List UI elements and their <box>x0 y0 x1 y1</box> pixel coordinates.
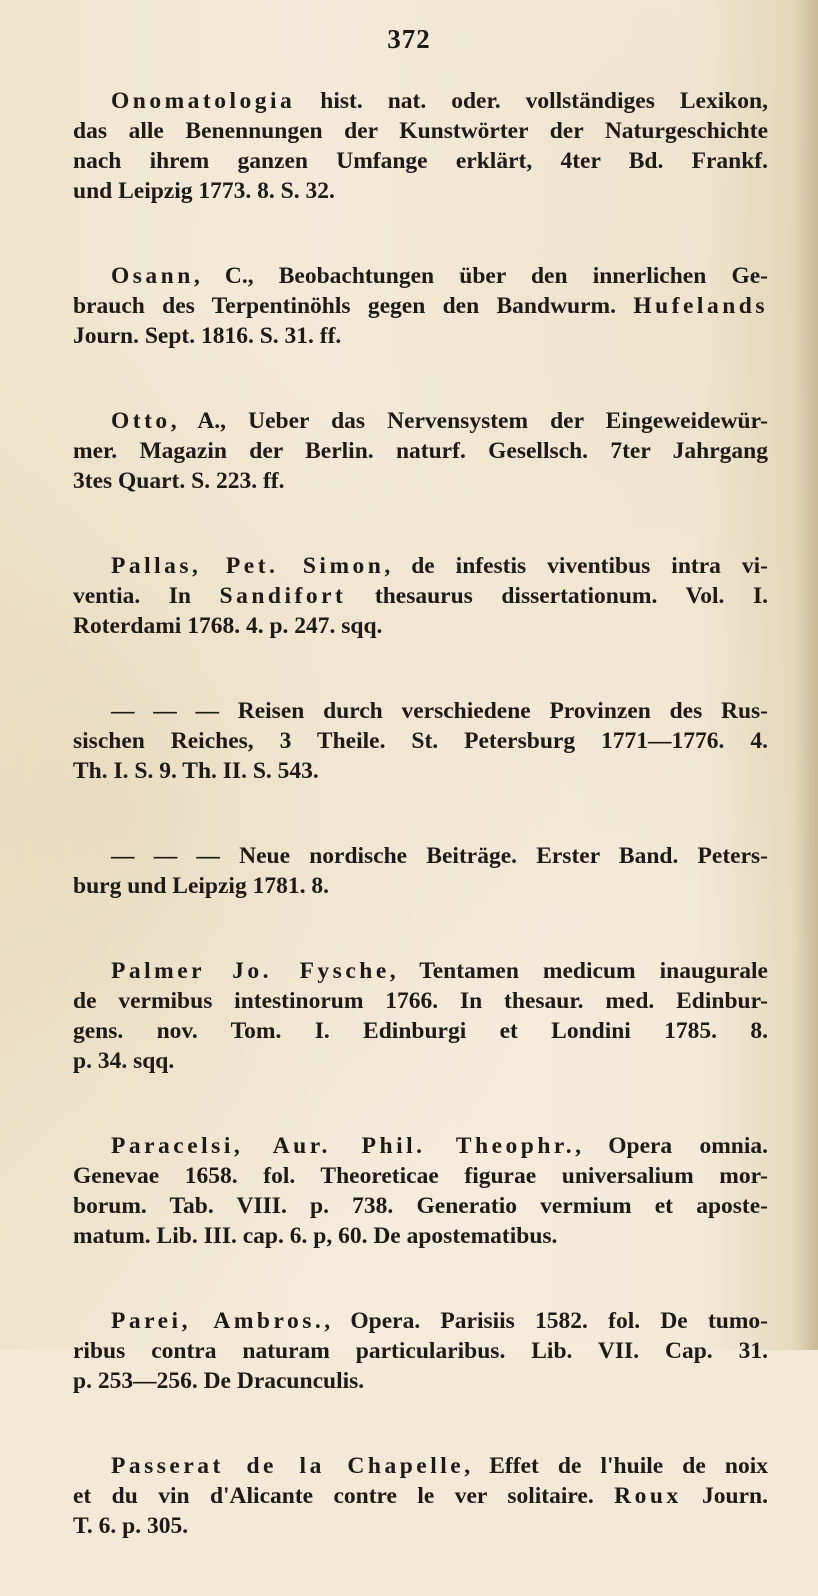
bibliography-list <box>73 86 768 1596</box>
bibliography-entry <box>73 696 768 786</box>
author-name: Parei, Ambros. <box>111 1308 325 1334</box>
entry-line: Th. I. S. 9. Th. II. S. 543. <box>73 758 319 784</box>
entry-line: und Leipzig 1773. 8. S. 32. <box>73 178 335 204</box>
author-name: Pallas, Pet. Simon <box>111 553 385 579</box>
entry-line: Otto, A., Ueber das Nervensystem der Eingeweidewür- <box>111 408 768 434</box>
entry-line: p. 253—256. De Dracunculis. <box>73 1368 365 1394</box>
bibliography-entry <box>73 261 768 351</box>
bibliography-entry <box>73 841 768 901</box>
page-number: 372 <box>387 24 431 54</box>
entry-line: das alle Benennungen der Kunstwörter der Naturgeschichte <box>73 118 768 144</box>
author-name: Passerat de la Chapelle <box>111 1453 465 1479</box>
entry-line: brauch des Terpentinöhls gegen den Bandwurm. Hufelands <box>73 293 768 319</box>
entry-line: Genevae 1658. fol. Theoreticae figurae universalium mor- <box>73 1163 768 1189</box>
cited-author: Hufelands <box>633 293 768 319</box>
entry-line: de vermibus intestinorum 1766. In thesaur. med. Edinbur- <box>73 988 768 1014</box>
entry-line: Roterdami 1768. 4. p. 247. sqq. <box>73 613 383 639</box>
bibliography-entry <box>73 406 768 496</box>
author-name: Paracelsi, Aur. Phil. Theophr. <box>111 1133 576 1159</box>
entry-line: Journ. Sept. 1816. S. 31. ff. <box>73 323 342 349</box>
bibliography-entry <box>73 551 768 641</box>
entry-line: borum. Tab. VIII. p. 738. Generatio vermium et aposte- <box>73 1193 768 1219</box>
entry-line: Palmer Jo. Fysche, Tentamen medicum inaugurale <box>111 958 768 984</box>
entry-line: matum. Lib. III. cap. 6. p, 60. De apostematibus. <box>73 1223 558 1249</box>
author-name: Otto <box>111 408 171 434</box>
entry-line: 3tes Quart. S. 223. ff. <box>73 468 285 494</box>
entry-line: et du vin d'Alicante contre le ver solitaire. Roux Journ. <box>73 1483 769 1509</box>
entry-line: — — — Reisen durch verschiedene Provinzen des Rus- <box>111 698 768 724</box>
entry-line: Osann, C., Beobachtungen über den innerlichen Ge- <box>111 263 768 289</box>
bibliography-entry <box>73 1131 768 1251</box>
bibliography-entry <box>73 956 768 1076</box>
entry-line: p. 34. sqq. <box>73 1048 175 1074</box>
entry-line: ribus contra naturam particularibus. Lib. VII. Cap. 31. <box>73 1338 768 1364</box>
entry-line: Onomatologia hist. nat. oder. vollständiges Lexikon, <box>111 88 768 114</box>
author-name: Osann <box>111 263 194 289</box>
entry-line: Paracelsi, Aur. Phil. Theophr., Opera omnia. <box>111 1133 768 1159</box>
entry-line: — — — Neue nordische Beiträge. Erster Band. Peters- <box>111 843 768 869</box>
entry-line: mer. Magazin der Berlin. naturf. Gesellsch. 7ter Jahrgang <box>73 438 768 464</box>
entry-line: Parei, Ambros., Opera. Parisiis 1582. fol. De tumo- <box>111 1308 768 1334</box>
entry-line: nach ihrem ganzen Umfange erklärt, 4ter Bd. Frankf. <box>73 148 768 174</box>
bibliography-entry <box>73 1306 768 1396</box>
entry-line: gens. nov. Tom. I. Edinburgi et Londini 1785. 8. <box>73 1018 768 1044</box>
entry-line: Passerat de la Chapelle, Effet de l'huile de noix <box>111 1453 768 1479</box>
cited-author: Sandifort <box>219 583 347 609</box>
entry-line: ventia. In Sandifort thesaurus dissertationum. Vol. I. <box>73 583 768 609</box>
entry-line: T. 6. p. 305. <box>73 1513 189 1539</box>
cited-author: Roux <box>614 1483 682 1509</box>
bibliography-entry <box>73 86 768 206</box>
entry-line: Pallas, Pet. Simon, de infestis viventibus intra vi- <box>111 553 768 579</box>
bibliography-entry <box>73 1451 768 1541</box>
author-name: Onomatologia <box>111 88 296 114</box>
entry-line: sischen Reiches, 3 Theile. St. Petersburg 1771—1776. 4. <box>73 728 768 754</box>
author-name: Palmer Jo. Fysche <box>111 958 390 984</box>
entry-line: burg und Leipzig 1781. 8. <box>73 873 329 899</box>
